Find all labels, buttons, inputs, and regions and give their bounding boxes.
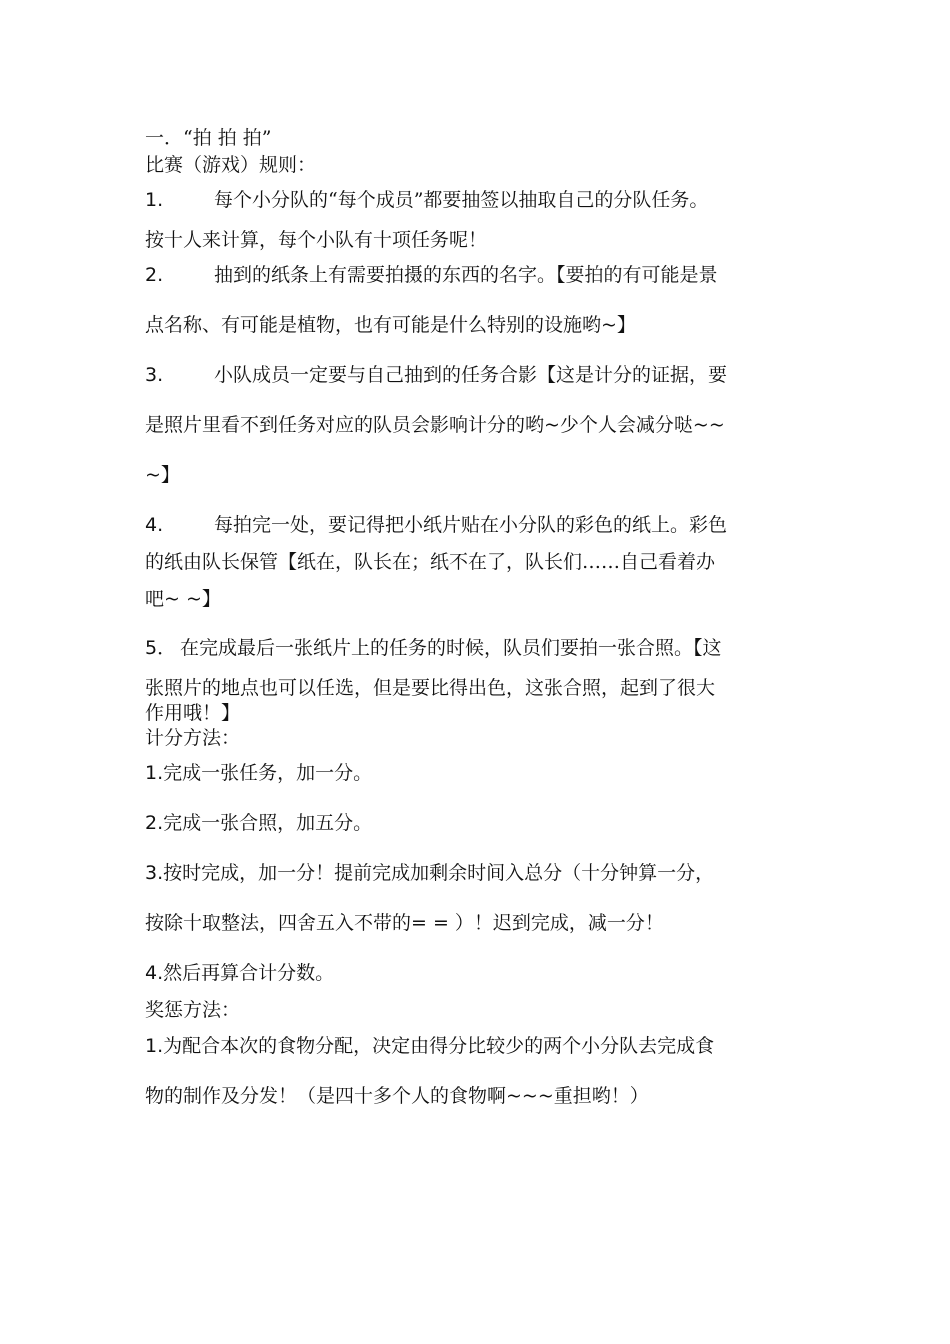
- rules-heading: 比赛（游戏）规则：: [145, 154, 317, 176]
- rewards-number: 1.: [145, 1035, 164, 1057]
- scoring-text: 完成一张合照，加五分。: [163, 812, 373, 834]
- scoring-text: 按时完成，加一分！提前完成加剩余时间入总分（十分钟算一分，: [163, 862, 715, 884]
- rule-item-4: [145, 513, 727, 537]
- scoring-text: 然后再算合计分数。: [163, 962, 335, 984]
- rule-number: 2.: [145, 264, 164, 286]
- rule-text: 小队成员一定要与自己抽到的任务合影【这是计分的证据，要: [214, 364, 728, 386]
- rule-item-4-cont: 的纸由队长保管【纸在，队长在；纸不在了，队长们……自己看着办: [145, 551, 716, 573]
- rule-number: 1.: [145, 189, 164, 211]
- rule-item-1: [145, 188, 708, 212]
- rule-item-5-cont: 张照片的地点也可以任选，但是要比得出色，这张合照，起到了很大: [145, 677, 716, 699]
- rewards-text: 为配合本次的食物分配，决定由得分比较少的两个小分队去完成食: [163, 1035, 715, 1057]
- scoring-text: 完成一张任务，加一分。: [163, 762, 373, 784]
- rule-text: 在完成最后一张纸片上的任务的时候，队员们要拍一张合照。【这: [180, 637, 722, 659]
- rewards-item-1: [145, 1034, 714, 1058]
- scoring-number: 2.: [145, 812, 164, 834]
- scoring-item-1: [145, 761, 372, 785]
- scoring-item-3: [145, 861, 714, 885]
- rule-text: 每拍完一处，要记得把小纸片贴在小分队的彩色的纸上。彩色: [214, 514, 728, 536]
- rule-item-5: [145, 636, 722, 660]
- rewards-heading: 奖惩方法：: [145, 999, 241, 1021]
- rule-item-4-cont2: 吧~ ~】: [145, 588, 221, 610]
- scoring-item-3-cont: 按除十取整法，四舍五入不带的= = ）！迟到完成，减一分！: [145, 912, 664, 934]
- rule-item-2: [145, 263, 718, 287]
- scoring-item-2: [145, 811, 372, 835]
- rewards-item-1-cont: 物的制作及分发！（是四十多个人的食物啊~~~重担哟！）: [145, 1085, 649, 1107]
- rule-item-5-cont2: 作用哦！】: [145, 702, 241, 724]
- section-title: 一．“拍 拍 拍”: [145, 127, 272, 149]
- scoring-heading: 计分方法：: [145, 727, 241, 749]
- rule-item-3-cont: 是照片里看不到任务对应的队员会影响计分的哟~少个人会减分哒~~: [145, 414, 725, 436]
- rule-text: 抽到的纸条上有需要拍摄的东西的名字。【要拍的有可能是景: [214, 264, 718, 286]
- scoring-item-4: [145, 961, 334, 985]
- rule-item-3-cont2: ~】: [145, 464, 180, 486]
- rule-text: 每个小分队的“每个成员”都要抽签以抽取自己的分队任务。: [214, 189, 709, 211]
- rule-item-1-cont: 按十人来计算，每个小队有十项任务呢！: [145, 229, 488, 251]
- rule-item-2-cont: 点名称、有可能是植物，也有可能是什么特别的设施哟~】: [145, 314, 636, 336]
- rule-number: 4.: [145, 514, 164, 536]
- scoring-number: 3.: [145, 862, 164, 884]
- scoring-number: 1.: [145, 762, 164, 784]
- rule-number: 5．: [145, 637, 177, 659]
- scoring-number: 4.: [145, 962, 164, 984]
- rule-number: 3.: [145, 364, 164, 386]
- rule-item-3: [145, 363, 727, 387]
